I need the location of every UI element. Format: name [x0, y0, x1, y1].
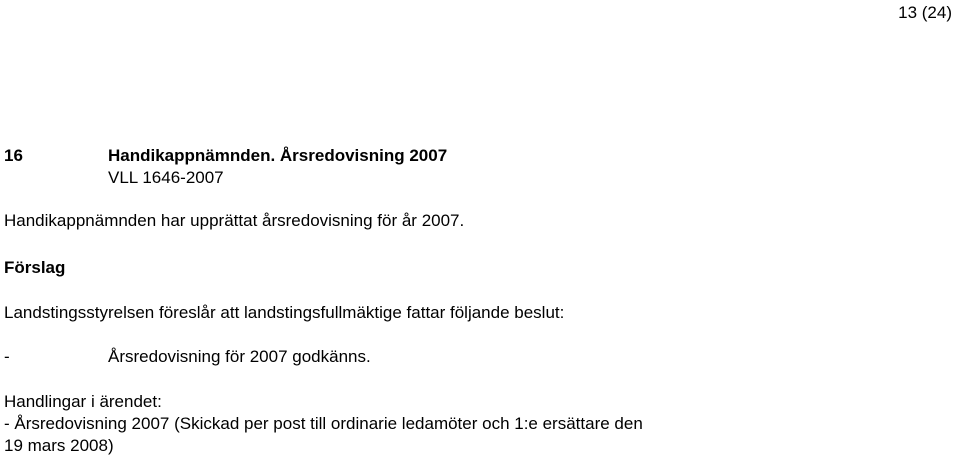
decision-text: Årsredovisning för 2007 godkänns. [108, 347, 371, 366]
item-reference: VLL 1646-2007 [108, 168, 224, 187]
decision-bullet: - [4, 347, 10, 366]
documents-heading: Handlingar i ärendet: [4, 392, 162, 411]
proposal-heading: Förslag [4, 258, 66, 277]
item-title: Handikappnämnden. Årsredovisning 2007 [108, 146, 448, 165]
page-number: 13 (24) [898, 3, 952, 22]
proposal-text: Landstingsstyrelsen föreslår att landstingsfullmäktige fattar följande beslut: [4, 303, 565, 322]
documents-item-continuation: 19 mars 2008) [4, 436, 114, 455]
intro-text: Handikappnämnden har upprättat årsredovisning för år 2007. [4, 211, 465, 230]
item-number: 16 [4, 146, 23, 165]
documents-item: - Årsredovisning 2007 (Skickad per post till ordinarie ledamöter och 1:e ersättare den [4, 414, 643, 433]
